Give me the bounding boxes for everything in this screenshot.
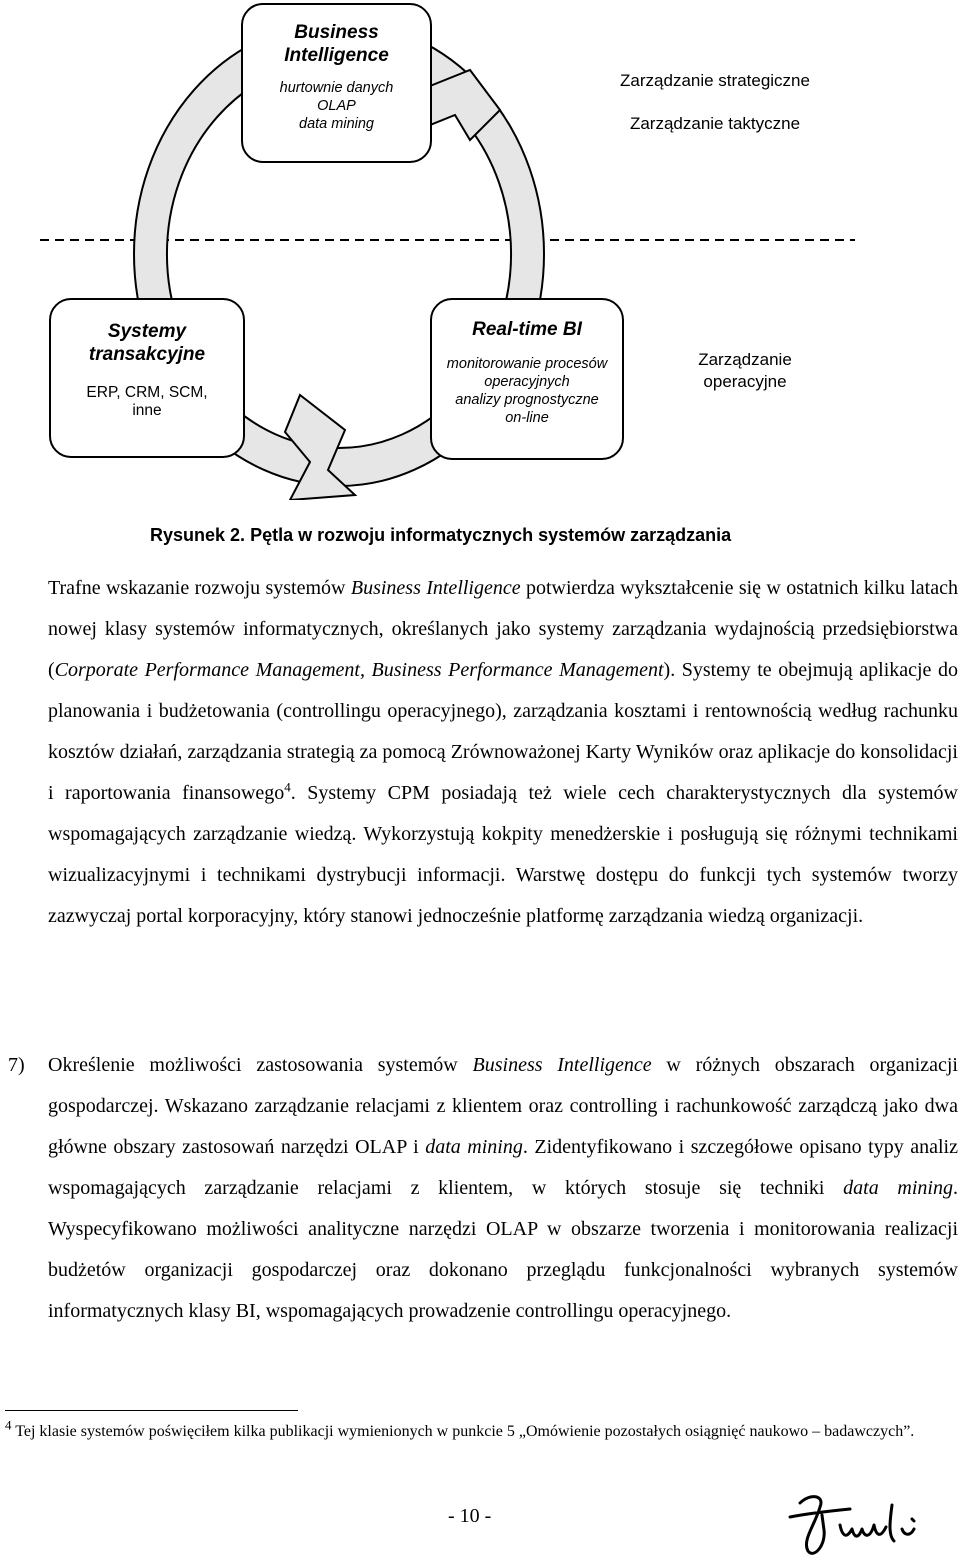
handwritten-signature-icon: [780, 1485, 950, 1560]
item7-text-d: data mining: [425, 1136, 523, 1158]
label-tactical-management: Zarządzanie taktyczne: [629, 114, 801, 133]
bi-sub2: OLAP: [317, 98, 356, 114]
footnote-text: Tej klasie systemów poświęciłem kilka publikacji wymienionych w punkcie 5 „Omówienie pozostałych osiągnięć naukowo – badawczych”.: [11, 1423, 915, 1440]
box-transaction-systems: [49, 298, 245, 458]
p1-text-b: Business Intelligence: [350, 577, 521, 599]
page-number: - 10 -: [448, 1505, 492, 1527]
item7-text-e: . Zidentyfikowano i szczegółowe opisano typy analiz wspomagających zarządzanie relacjami z klientem, w których stosuje się techniki: [48, 1136, 958, 1199]
item7-text-c: w różnych obszarach organizacji gospodarczej. Wskazano zarządzanie relacjami z klientem oraz controlling i rachunkowość zarządczą jako dwa główne obszary zastosowań narzędzi OLAP i: [48, 1054, 958, 1158]
p1-text-a: Trafne wskazanie rozwoju systemów: [48, 577, 351, 599]
p1-text-e: ). Systemy te obejmują aplikacje do planowania i budżetowania (controllingu operacyjnego), zarządzania kosztami i rentownością według rachunku kosztów działań, zarządzania strategią za pomocą Zrównoważonej Karty Wyników oraz aplikacje do konsolidacji i raportowania finansowego: [48, 659, 959, 804]
bi-sub3: data mining: [299, 116, 374, 132]
rt-title: Real-time BI: [472, 319, 582, 340]
rt-sub3: analizy prognostyczne: [455, 392, 599, 408]
footnote-rule: [5, 1410, 298, 1411]
paragraph-item7: [48, 1045, 958, 1332]
box-business-intelligence: [241, 3, 432, 163]
trans-sub1: ERP, CRM, SCM,: [86, 384, 208, 401]
trans-title-line2: transakcyjne: [88, 344, 206, 365]
caption-label: Rysunek 2.: [150, 525, 246, 545]
bi-title-line1: Business: [294, 22, 379, 43]
p1-text-c: potwierdza wykształcenie się w ostatnich kilku latach nowej klasy systemów informatycznych, określanych jako systemy zarządzania wydajnością przedsiębiorstwa (: [48, 577, 958, 681]
item7-text-f: data mining: [843, 1177, 953, 1199]
footnote-ref-4[interactable]: 4: [284, 779, 291, 795]
rt-sub1: monitorowanie procesów: [446, 356, 608, 372]
label-operational-line2: operacyjne: [703, 372, 787, 391]
box-real-time-bi: [430, 298, 624, 460]
rt-sub4: on-line: [505, 410, 549, 426]
footnote: [5, 1417, 955, 1444]
label-strategic-management: Zarządzanie strategiczne: [620, 71, 810, 90]
bi-sub1: hurtownie danych: [279, 80, 394, 96]
caption-text: Pętla w rozwoju informatycznych systemów zarządzania: [250, 525, 732, 545]
label-operational-management: [670, 349, 820, 393]
figure-loop-diagram: [0, 0, 960, 500]
item7-text-b: Business Intelligence: [472, 1054, 652, 1076]
p1-text-d: Corporate Performance Management, Business Performance Management: [54, 659, 664, 681]
item7-text-g: . Wyspecyfikowano możliwości analityczne narzędzi OLAP w obszarze tworzenia i monitorowania realizacji budżetów organizacji gospodarczej oraz dokonano przeglądu funkcjonalności wybranych systemów informatycznych klasy BI, wspomagających prowadzenie controllingu operacyjnego.: [48, 1177, 958, 1322]
trans-sub2: inne: [132, 402, 162, 419]
paragraph-cpm: [48, 568, 958, 937]
trans-title-line1: Systemy: [107, 321, 187, 342]
item7-number: 7): [8, 1054, 25, 1076]
label-operational-line1: Zarządzanie: [698, 350, 792, 369]
p1-text-f: . Systemy CPM posiadają też wiele cech charakterystycznych dla systemów wspomagających zarządzanie wiedzą. Wykorzystują kokpity menedżerskie i posługują się różnymi technikami wizualizacyjnymi i technikami dystrybucji informacji. Warstwę dostępu do funkcji tych systemów tworzy zazwyczaj portal korporacyjny, który stanowi jednocześnie platformę zarządzania wiedzą organizacji.: [48, 782, 958, 927]
bi-title-line2: Intelligence: [284, 45, 389, 66]
rt-sub2: operacyjnych: [484, 374, 570, 390]
footnote-number: 4: [5, 1417, 12, 1433]
figure-caption: [150, 525, 731, 546]
item7-text-a: Określenie możliwości zastosowania systemów: [48, 1054, 473, 1076]
